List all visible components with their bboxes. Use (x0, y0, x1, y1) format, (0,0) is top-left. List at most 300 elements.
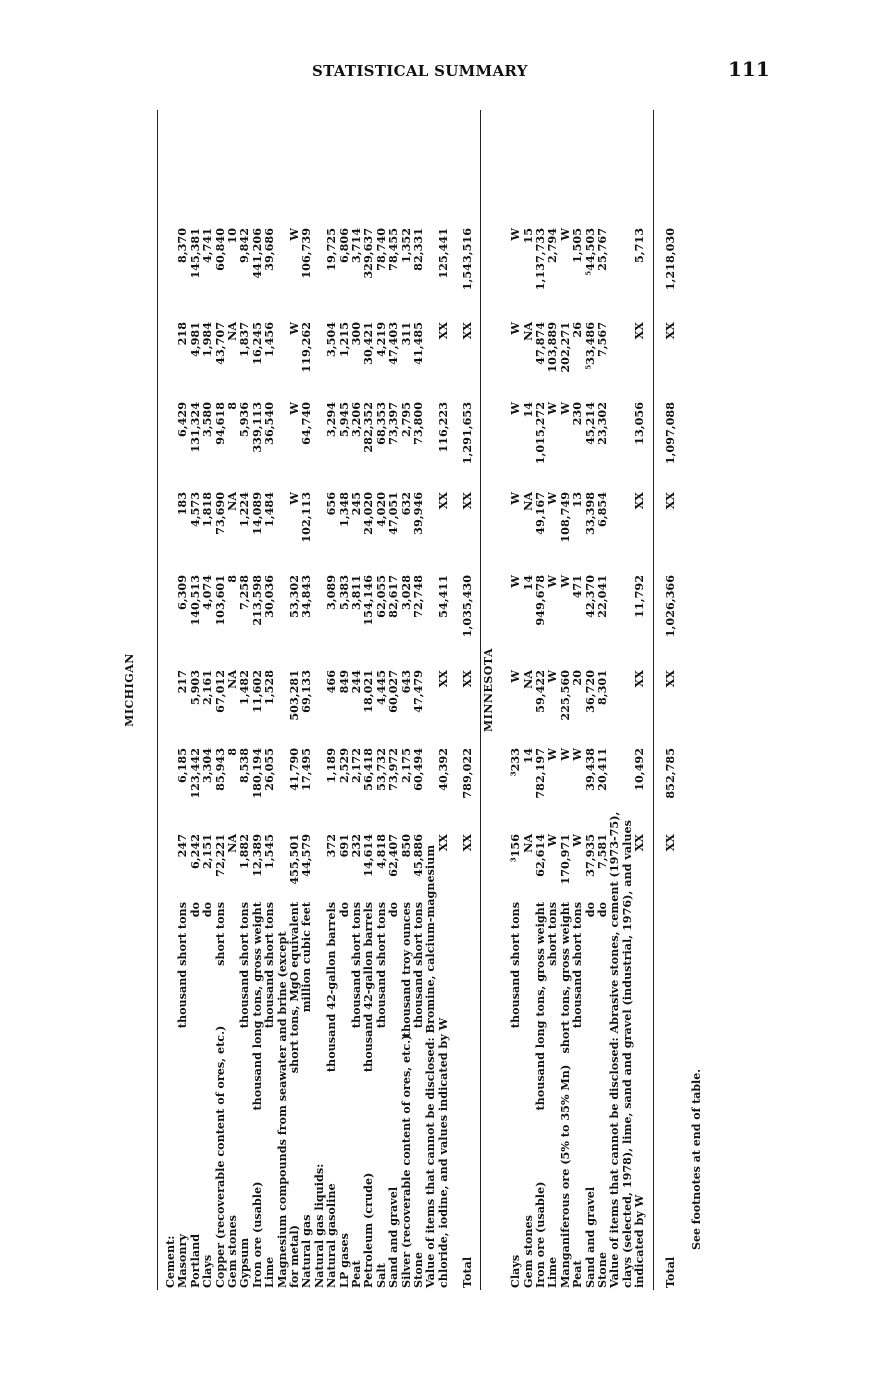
value-cell: 1,015,272 (533, 402, 547, 465)
value-cell: 5,713 (632, 228, 647, 264)
value-cell: 45,886 (411, 834, 425, 877)
value-cell: 36,540 (262, 402, 277, 445)
value-cell: 4,981 (187, 322, 202, 358)
table-row (520, 110, 535, 1290)
value-cell: 1,882 (237, 834, 252, 870)
value-cell: 47,051 (386, 492, 401, 535)
value-cell: W (508, 492, 523, 505)
value-cell: 14,614 (361, 834, 376, 877)
table-row (227, 110, 238, 1290)
section-heading-michigan: MICHIGAN (123, 653, 136, 727)
value-cell: 41,790 (287, 748, 301, 791)
row-label: Silver (recoverable content of ores, etc.) (398, 1034, 413, 1288)
value-cell: 7,258 (237, 575, 252, 611)
value-cell: 53,732 (373, 748, 388, 791)
value-cell: ³233 (508, 748, 523, 777)
value-cell: 37,935 (582, 834, 597, 877)
value-cell: 5,903 (187, 670, 202, 706)
value-cell: XX (460, 492, 475, 510)
value-cell: XX (632, 670, 647, 688)
table-row (535, 110, 546, 1290)
table-row (582, 110, 597, 1290)
value-cell: 108,749 (557, 492, 572, 543)
value-cell: W (570, 748, 585, 761)
row-unit: thousand short tons (237, 902, 252, 1029)
table-row (351, 110, 362, 1290)
table-row (301, 110, 312, 1290)
row-label: Gem stones (225, 1215, 239, 1288)
row-unit: do (582, 902, 597, 918)
row-label: Salt (373, 1263, 388, 1288)
value-cell: 466 (324, 670, 339, 694)
value-cell: W (545, 834, 560, 847)
value-cell: 202,271 (557, 322, 572, 373)
value-cell: 1,484 (262, 492, 277, 528)
value-cell: NA (520, 670, 535, 689)
value-cell: 1,837 (237, 322, 252, 358)
value-cell: 85,943 (212, 748, 227, 791)
value-cell: 4,818 (373, 834, 388, 870)
value-cell: 1,482 (237, 670, 252, 706)
value-cell: XX (632, 492, 647, 510)
row-unit: thousand 42-gallon barrels (324, 902, 339, 1073)
value-cell: 949,678 (533, 575, 547, 626)
value-cell: 73,397 (386, 402, 401, 445)
value-cell: 3,294 (324, 402, 339, 438)
table-row (202, 110, 213, 1290)
row-label: Cement: (163, 1235, 177, 1288)
row-label: clays (selected, 1978), lime, sand and gravel (industrial, 1976), and values (619, 820, 634, 1288)
value-cell: 60,027 (386, 670, 401, 713)
row-label: indicated by W (632, 1194, 647, 1288)
value-cell: 14 (520, 748, 535, 764)
value-cell: NA (225, 322, 239, 341)
value-cell: 170,971 (557, 834, 572, 885)
value-cell: 2,175 (398, 748, 413, 784)
value-cell: 56,418 (361, 748, 376, 791)
value-cell: 6,309 (175, 575, 190, 611)
value-cell: 4,020 (373, 492, 388, 528)
table-row (398, 110, 413, 1290)
value-cell: 123,442 (187, 748, 202, 799)
value-cell: XX (662, 834, 677, 852)
value-cell: 1,352 (398, 228, 413, 264)
value-cell: XX (632, 834, 647, 852)
row-label: Peat (349, 1260, 363, 1288)
value-cell: 125,441 (435, 228, 450, 279)
row-unit: thousand 42-gallon barrels (361, 902, 376, 1073)
value-cell: 1,528 (262, 670, 277, 706)
row-label: for metal) (287, 1225, 301, 1288)
subtotal-rule (653, 110, 654, 1290)
value-cell: ³156 (508, 834, 523, 863)
row-label: Natural gas (299, 1214, 314, 1288)
value-cell: 1,215 (336, 322, 351, 358)
value-cell: W (557, 402, 572, 415)
value-cell: 60,840 (212, 228, 227, 271)
row-unit: do (336, 902, 351, 918)
table-row (619, 110, 634, 1290)
value-cell: XX (435, 670, 450, 688)
table-row (388, 110, 399, 1290)
value-cell: 2,161 (200, 670, 215, 706)
row-unit: thousand short tons (349, 902, 363, 1029)
row-label: Manganiferous ore (5% to 35% Mn) (557, 1064, 572, 1288)
row-unit: thousand long tons, gross weight (249, 902, 264, 1111)
row-label: Total (460, 1256, 475, 1288)
value-cell: 8 (225, 575, 239, 583)
value-cell: 14 (520, 402, 535, 418)
table-row (326, 110, 337, 1290)
value-cell: 1,818 (200, 492, 215, 528)
row-unit: thousand long tons, gross weight (533, 902, 547, 1111)
value-cell: 16,245 (249, 322, 264, 365)
table-row (597, 110, 608, 1290)
value-cell: 78,455 (386, 228, 401, 271)
value-cell: 119,262 (299, 322, 314, 373)
row-label: Masonry (175, 1234, 190, 1288)
value-cell: 47,403 (386, 322, 401, 365)
value-cell: 2,172 (349, 748, 363, 784)
value-cell: 1,026,366 (662, 575, 677, 638)
table-row (249, 110, 264, 1290)
row-unit: thousand short tons (262, 902, 277, 1029)
row-label: Gem stones (520, 1215, 535, 1288)
value-cell: 14,089 (249, 492, 264, 535)
row-unit: thousand short tons (175, 902, 190, 1029)
value-cell: 12,389 (249, 834, 264, 877)
section-heading-minnesota: MINNESOTA (482, 648, 496, 732)
value-cell: 2,795 (398, 402, 413, 438)
value-cell: 441,206 (249, 228, 264, 279)
value-cell: 8,370 (175, 228, 190, 264)
value-cell: 103,601 (212, 575, 227, 626)
value-cell: 67,012 (212, 670, 227, 713)
value-cell: 4,741 (200, 228, 215, 264)
row-label: Peat (570, 1260, 585, 1288)
value-cell: XX (662, 492, 677, 510)
table-row (609, 110, 620, 1290)
value-cell: 106,739 (299, 228, 314, 279)
value-cell: 68,353 (373, 402, 388, 445)
value-cell: W (545, 575, 560, 588)
row-unit: thousand short tons (373, 902, 388, 1029)
value-cell: 40,392 (435, 748, 450, 791)
table-row (212, 110, 227, 1290)
value-cell: 3,580 (200, 402, 215, 438)
value-cell: 2,529 (336, 748, 351, 784)
value-cell: 41,485 (411, 322, 425, 365)
value-cell: 782,197 (533, 748, 547, 799)
value-cell: 4,573 (187, 492, 202, 528)
value-cell: 282,352 (361, 402, 376, 453)
value-cell: 4,219 (373, 322, 388, 358)
value-cell: 17,495 (299, 748, 314, 791)
row-label: Stone (595, 1252, 609, 1288)
value-cell: XX (632, 322, 647, 340)
value-cell: 6,185 (175, 748, 190, 784)
table-row (413, 110, 424, 1290)
table-row (373, 110, 388, 1290)
row-label: Natural gas liquids: (311, 1163, 326, 1288)
value-cell: 372 (324, 834, 339, 858)
value-cell: 1,224 (237, 492, 252, 528)
value-cell: 6,806 (336, 228, 351, 264)
value-cell: 3,504 (324, 322, 339, 358)
value-cell: NA (225, 492, 239, 511)
value-cell: 213,598 (249, 575, 264, 626)
value-cell: 30,421 (361, 322, 376, 365)
row-label: Iron ore (usable) (533, 1181, 547, 1288)
value-cell: 247 (175, 834, 190, 858)
value-cell: 3,811 (349, 575, 363, 611)
value-cell: W (570, 834, 585, 847)
row-unit: thousand troy ounces (398, 902, 413, 1038)
value-cell: 44,579 (299, 834, 314, 877)
value-cell: 69,133 (299, 670, 314, 713)
value-cell: 850 (398, 834, 413, 858)
value-cell: XX (435, 834, 450, 852)
table-row (662, 110, 677, 1290)
table-row (274, 110, 289, 1290)
table-row (510, 110, 521, 1290)
value-cell: 225,560 (557, 670, 572, 721)
value-cell: 8,301 (595, 670, 609, 706)
value-cell: ⁵44,503 (582, 228, 597, 276)
value-cell: 217 (175, 670, 190, 694)
value-cell: 311 (398, 322, 413, 346)
value-cell: NA (225, 834, 239, 853)
value-cell: XX (460, 670, 475, 688)
table-row (572, 110, 583, 1290)
value-cell: 116,223 (435, 402, 450, 453)
value-cell: 1,035,430 (460, 575, 475, 638)
value-cell: W (287, 228, 301, 241)
table-row (435, 110, 450, 1290)
value-cell: NA (520, 834, 535, 853)
row-unit: short tons (545, 902, 560, 966)
row-unit: thousand short tons (411, 902, 425, 1029)
table-row (311, 110, 326, 1290)
value-cell: 5,383 (336, 575, 351, 611)
value-cell: 1,984 (200, 322, 215, 358)
value-cell: 6,854 (595, 492, 609, 528)
value-cell: 33,398 (582, 492, 597, 535)
table-row (425, 110, 436, 1290)
value-cell: 691 (336, 834, 351, 858)
value-cell: 36,720 (582, 670, 597, 713)
value-cell: 1,456 (262, 322, 277, 358)
value-cell: 39,946 (411, 492, 425, 535)
value-cell: W (508, 322, 523, 335)
row-label: Copper (recoverable content of ores, etc.) (212, 1025, 227, 1288)
value-cell: 25,767 (595, 228, 609, 271)
value-cell: 59,422 (533, 670, 547, 713)
value-cell: 78,740 (373, 228, 388, 271)
value-cell: 73,972 (386, 748, 401, 791)
row-label: Sand and gravel (386, 1186, 401, 1288)
value-cell: 13 (570, 492, 585, 508)
value-cell: 1,348 (336, 492, 351, 528)
value-cell: 1,291,653 (460, 402, 475, 465)
value-cell: 26,055 (262, 748, 277, 791)
row-label: Stone (411, 1252, 425, 1288)
value-cell: 39,686 (262, 228, 277, 271)
row-label: Value of items that cannot be disclosed: Bromine, calcium-magnesium (423, 844, 438, 1288)
value-cell: 1,543,516 (460, 228, 475, 291)
value-cell: XX (460, 834, 475, 852)
value-cell: 329,637 (361, 228, 376, 279)
value-cell: 3,304 (200, 748, 215, 784)
value-cell: 8 (225, 402, 239, 410)
table-row (557, 110, 572, 1290)
row-unit: short tons, gross weight (557, 902, 572, 1054)
value-cell: 64,740 (299, 402, 314, 445)
value-cell: W (508, 575, 523, 588)
value-cell: 232 (349, 834, 363, 858)
row-label: Clays (508, 1254, 523, 1288)
value-cell: 852,785 (662, 748, 677, 799)
value-cell: W (287, 402, 301, 415)
table-row (289, 110, 300, 1290)
value-cell: 244 (349, 670, 363, 694)
value-cell: 1,545 (262, 834, 277, 870)
value-cell: W (545, 748, 560, 761)
value-cell: 131,324 (187, 402, 202, 453)
value-cell: 1,189 (324, 748, 339, 784)
value-cell: 34,843 (299, 575, 314, 618)
value-cell: 656 (324, 492, 339, 516)
value-cell: XX (435, 492, 450, 510)
value-cell: 180,194 (249, 748, 264, 799)
value-cell: 471 (570, 575, 585, 599)
value-cell: 6,429 (175, 402, 190, 438)
value-cell: 643 (398, 670, 413, 694)
value-cell: 43,707 (212, 322, 227, 365)
value-cell: 183 (175, 492, 190, 516)
row-unit: million cubic feet (299, 902, 314, 1013)
value-cell: 72,221 (212, 834, 227, 877)
value-cell: 20,411 (595, 748, 609, 791)
value-cell: 14 (520, 575, 535, 591)
value-cell: 47,874 (533, 322, 547, 365)
row-unit: do (386, 902, 401, 918)
row-unit: short tons, MgO equivalent (287, 902, 301, 1074)
value-cell: 23,302 (595, 402, 609, 445)
value-cell: W (287, 322, 301, 335)
table-footnote: See footnotes at end of table. (690, 1068, 703, 1250)
table-row (336, 110, 351, 1290)
row-label: Total (662, 1256, 677, 1288)
row-label: Natural gasoline (324, 1183, 339, 1288)
table-row (177, 110, 188, 1290)
row-label: Petroleum (crude) (361, 1172, 376, 1288)
value-cell: W (545, 670, 560, 683)
value-cell: 20 (570, 670, 585, 686)
value-cell: 145,381 (187, 228, 202, 279)
table-top-rule (157, 110, 158, 1290)
value-cell: 503,281 (287, 670, 301, 721)
value-cell: 789,022 (460, 748, 475, 799)
value-cell: 102,113 (299, 492, 314, 543)
value-cell: 7,581 (595, 834, 609, 870)
value-cell: W (545, 402, 560, 415)
row-unit: short tons (212, 902, 227, 966)
table-row (634, 110, 645, 1290)
row-label: LP gases (336, 1233, 351, 1288)
page-number: 111 (728, 57, 770, 81)
value-cell: W (508, 228, 523, 241)
table-row (165, 110, 176, 1290)
value-cell: 140,513 (187, 575, 202, 626)
value-cell: 3,206 (349, 402, 363, 438)
value-cell: 54,411 (435, 575, 450, 618)
value-cell: 7,567 (595, 322, 609, 358)
value-cell: 245 (349, 492, 363, 516)
value-cell: 39,438 (582, 748, 597, 791)
row-label: Value of items that cannot be disclosed: Abrasive stones, cement (1973-75), (607, 811, 622, 1288)
value-cell: 1,097,088 (662, 402, 677, 465)
row-unit: do (200, 902, 215, 918)
value-cell: 62,407 (386, 834, 401, 877)
value-cell: 45,214 (582, 402, 597, 445)
page-running-title: STATISTICAL SUMMARY (312, 62, 528, 80)
value-cell: 4,445 (373, 670, 388, 706)
value-cell: W (287, 492, 301, 505)
value-cell: 19,725 (324, 228, 339, 271)
value-cell: 2,794 (545, 228, 560, 264)
row-label: Portland (187, 1233, 202, 1288)
value-cell: 3,089 (324, 575, 339, 611)
value-cell: XX (435, 322, 450, 340)
value-cell: NA (520, 492, 535, 511)
value-cell: 73,690 (212, 492, 227, 535)
value-cell: 62,055 (373, 575, 388, 618)
value-cell: XX (662, 670, 677, 688)
value-cell: 8,538 (237, 748, 252, 784)
row-label: Sand and gravel (582, 1186, 597, 1288)
value-cell: 3,714 (349, 228, 363, 264)
value-cell: W (545, 492, 560, 505)
value-cell: 22,041 (595, 575, 609, 618)
value-cell: 11,602 (249, 670, 264, 713)
value-cell: 26 (570, 322, 585, 338)
value-cell: 10,492 (632, 748, 647, 791)
value-cell: 5,936 (237, 402, 252, 438)
value-cell: 30,036 (262, 575, 277, 618)
value-cell: 6,242 (187, 834, 202, 870)
value-cell: W (557, 228, 572, 241)
table-row (187, 110, 202, 1290)
value-cell: 632 (398, 492, 413, 516)
value-cell: 10 (225, 228, 239, 244)
value-cell: XX (460, 322, 475, 340)
value-cell: NA (520, 322, 535, 341)
table-row (547, 110, 558, 1290)
table-row (363, 110, 374, 1290)
row-label: Iron ore (usable) (249, 1181, 264, 1288)
value-cell: ⁵33,486 (582, 322, 597, 370)
value-cell: 15 (520, 228, 535, 244)
value-cell: 53,302 (287, 575, 301, 618)
value-cell: 82,331 (411, 228, 425, 271)
value-cell: 13,056 (632, 402, 647, 445)
value-cell: 60,494 (411, 748, 425, 791)
value-cell: 8 (225, 748, 239, 756)
value-cell: 339,113 (249, 402, 264, 453)
value-cell: 94,618 (212, 402, 227, 445)
row-label: Clays (200, 1254, 215, 1288)
